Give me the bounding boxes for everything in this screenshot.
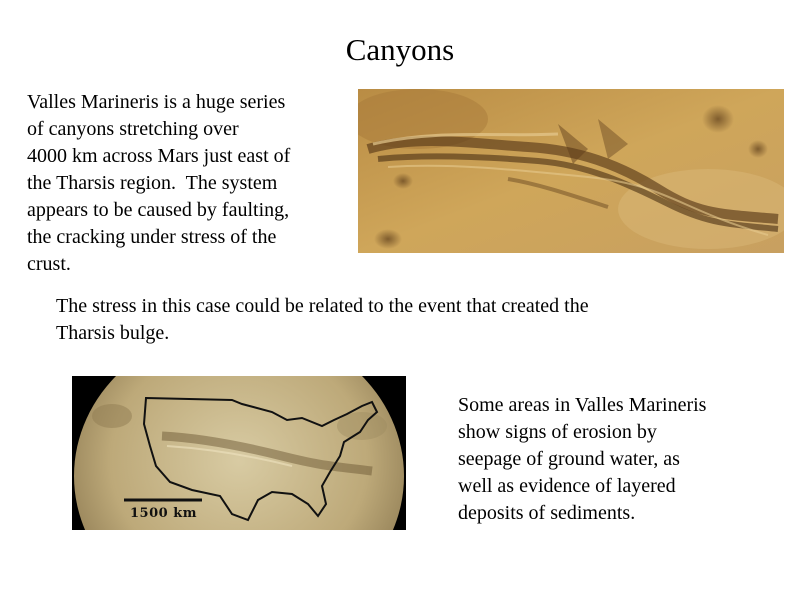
erosion-line: show signs of erosion by: [458, 421, 657, 443]
valles-marineris-photo: [358, 89, 784, 253]
erosion-paragraph: [458, 392, 778, 527]
intro-line: the Tharsis region. The system: [27, 172, 278, 194]
intro-line: the cracking under stress of the: [27, 226, 277, 248]
erosion-line: deposits of sediments.: [458, 502, 636, 524]
erosion-line: Some areas in Valles Marineris: [458, 394, 707, 416]
stress-line: The stress in this case could be related to the event that created the: [56, 295, 589, 317]
map-image-svg: [72, 376, 406, 530]
intro-line: appears to be caused by faulting,: [27, 199, 290, 221]
intro-line: of canyons stretching over: [27, 118, 239, 140]
stress-paragraph: [56, 293, 756, 347]
map-scale-label: 1500 km: [130, 506, 197, 521]
stress-line: Tharsis bulge.: [56, 322, 170, 344]
canyon-image-svg: [358, 89, 784, 253]
intro-paragraph: [27, 89, 357, 278]
mars-us-overlay-map: [72, 376, 406, 530]
intro-line: 4000 km across Mars just east of: [27, 145, 291, 167]
slide-title: Canyons: [345, 32, 455, 67]
erosion-line: seepage of ground water, as: [458, 448, 680, 470]
intro-line: Valles Marineris is a huge series: [27, 91, 286, 113]
intro-line: crust.: [27, 253, 71, 275]
erosion-line: well as evidence of layered: [458, 475, 676, 497]
